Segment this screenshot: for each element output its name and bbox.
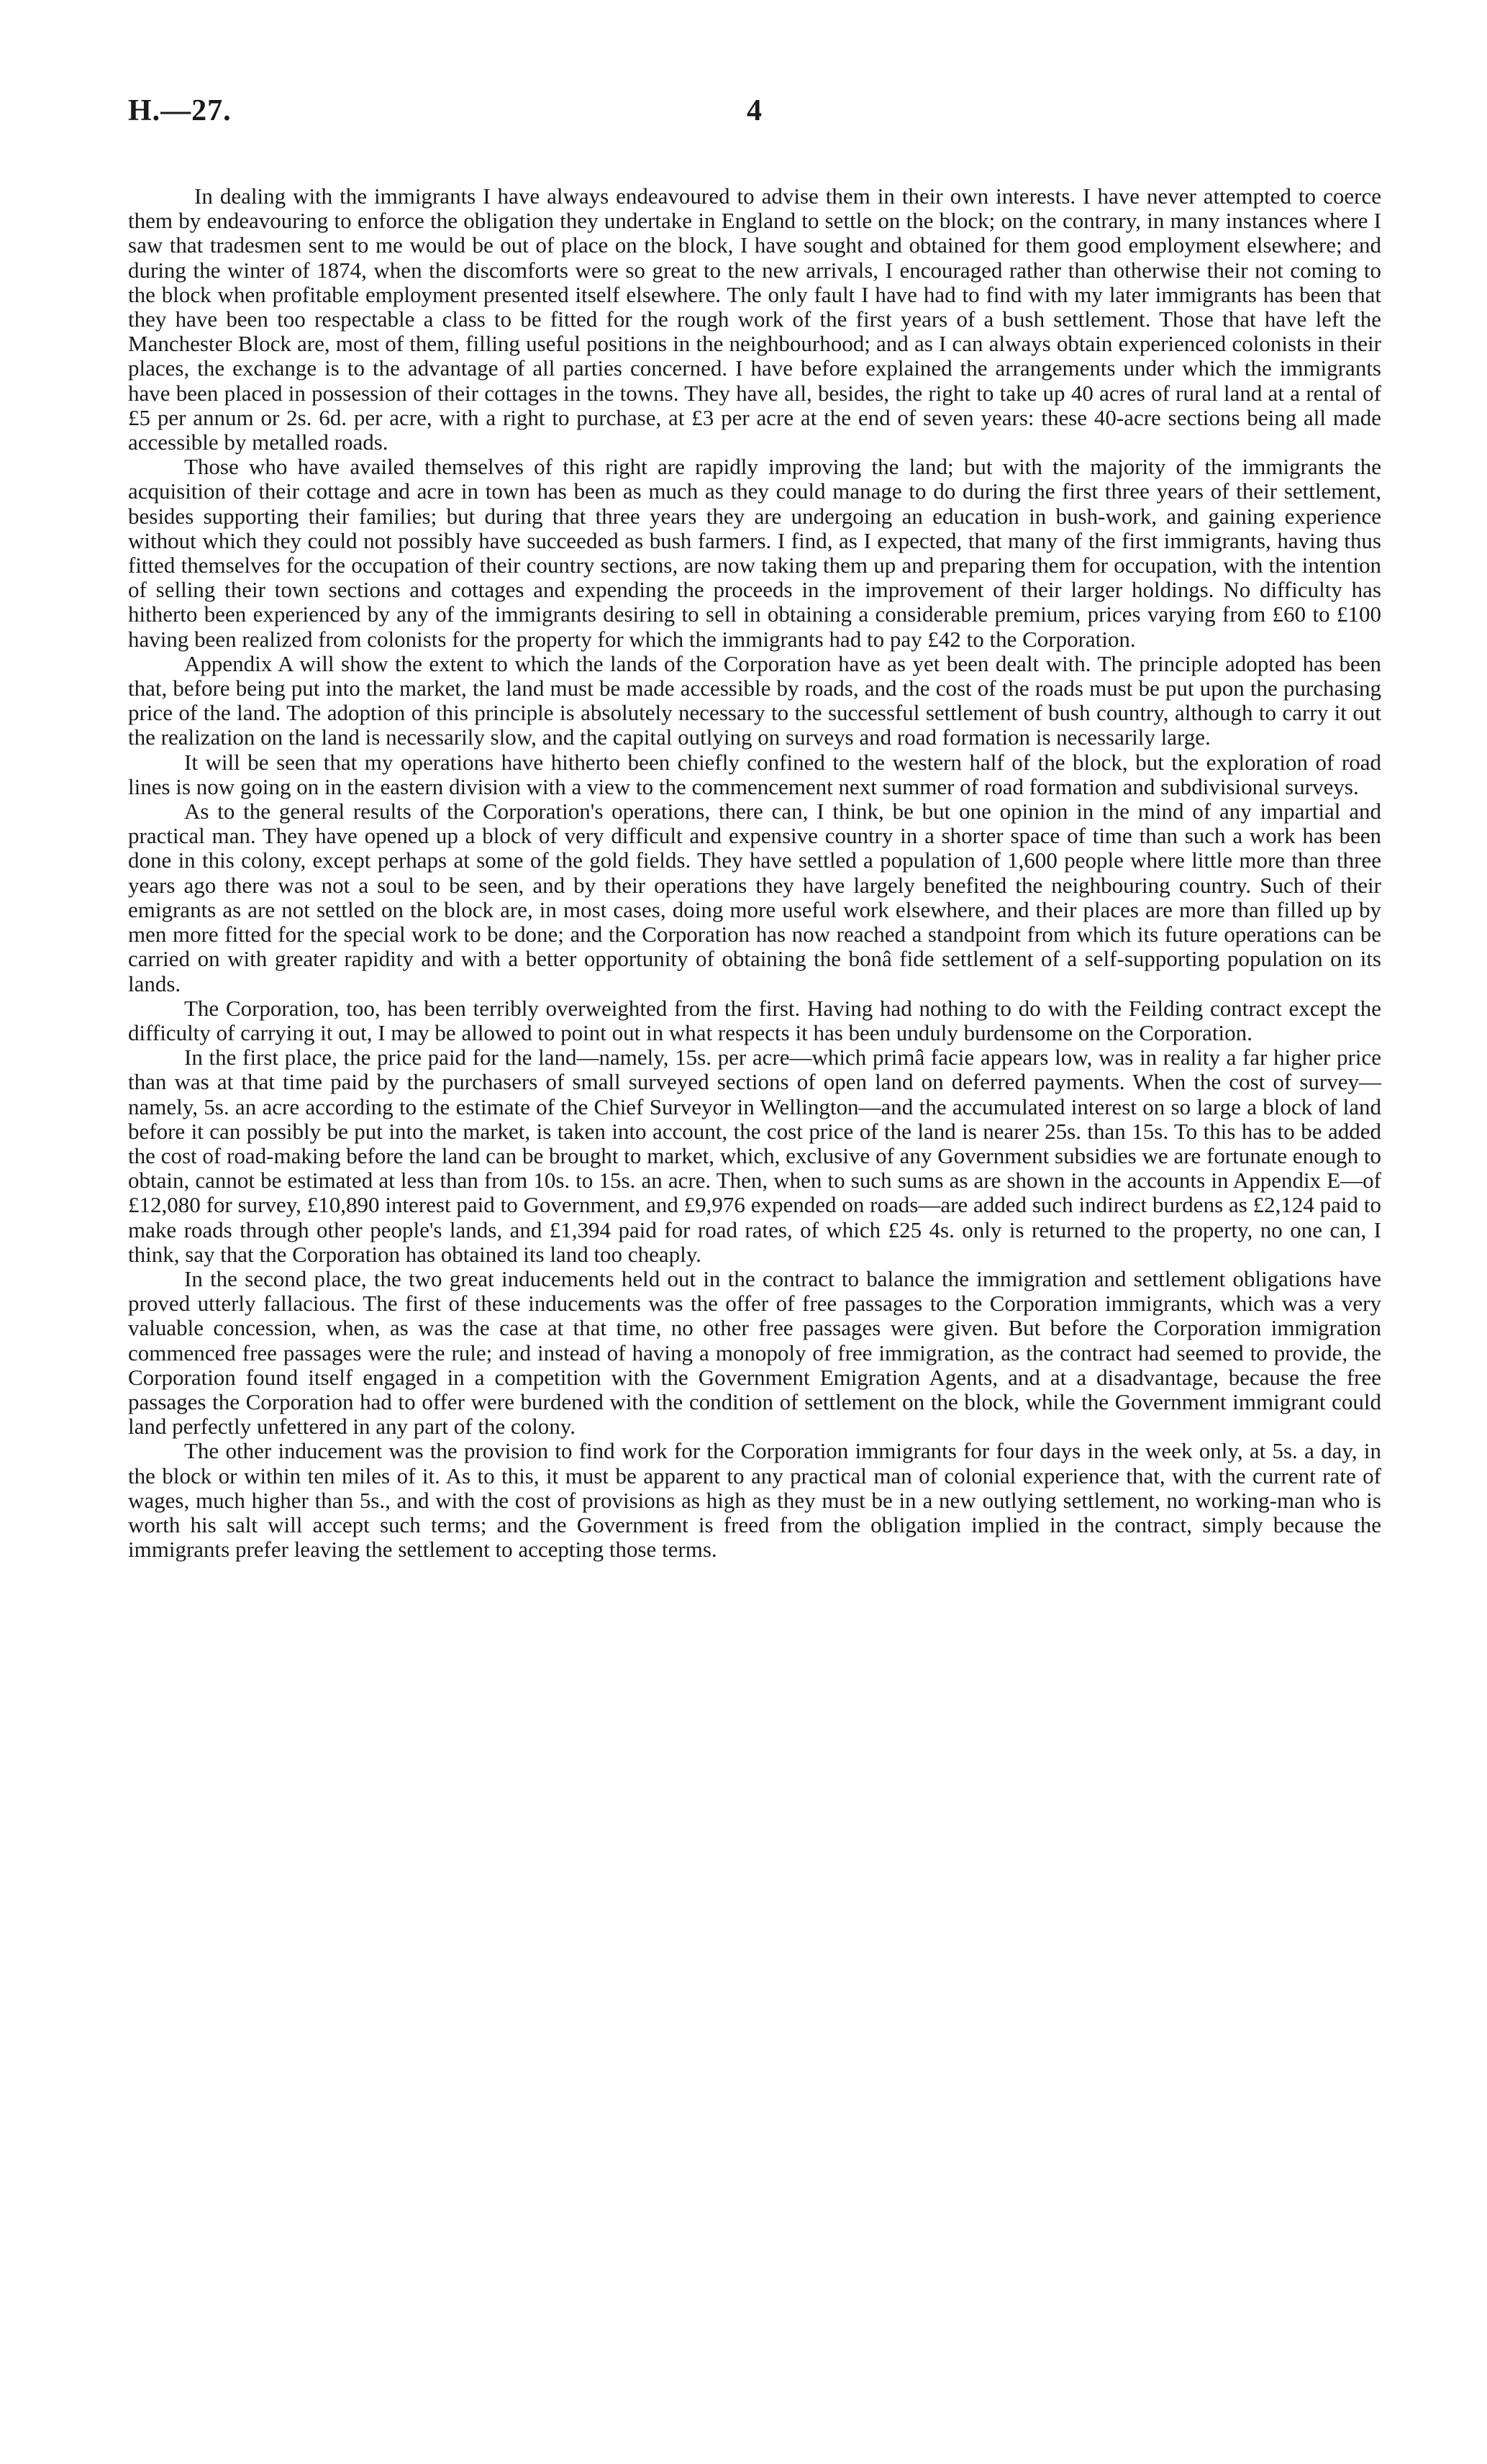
paragraph: In dealing with the immigrants I have always endeavoured to advise them in their own interests. I have never attempted to coerce them by endeavouring to enforce the obligation they undertake in England to settle on the block; on the contrary, in many instances where I saw that tradesmen sent to me would be out of place on the block, I have sought and obtained for them good employment elsewhere; and during the winter of 1874, when the discomforts were so great to the new arrivals, I encouraged rather than otherwise their not coming to the block when profitable employment presented itself elsewhere. The only fault I have had to find with my later immigrants has been that they have been too respectable a class to be fitted for the rough work of the first years of a bush settlement. Those that have left the Manchester Block are, most of them, filling useful positions in the neighbourhood; and as I can always obtain experienced colonists in their places, the exchange is to the advantage of all parties concerned. I have before explained the arrangements under which the immigrants have been placed in possession of their cottages in the towns. They have all, besides, the right to take up 40 acres of rural land at a rental of £5 per annum or 2s. 6d. per acre, with a right to purchase, at £3 per acre at the end of seven years: these 40-acre sections being all made accessible by metalled roads. (128, 183, 1381, 455)
paragraph: Appendix A will show the extent to which the lands of the Corporation have as yet been dealt with. The principle adopted has been that, before being put into the market, the land must be made accessible by roads, and the cost of the roads must be put upon the purchasing price of the land. The adoption of this principle is absolutely necessary to the successful settlement of bush country, although to carry it out the realization on the land is necessarily slow, and the capital outlying on surveys and road formation is necessarily large. (128, 650, 1381, 750)
paragraph: The Corporation, too, has been terribly overweighted from the first. Having had nothing to do with the Feilding contract except the difficulty of carrying it out, I may be allowed to point out in what respects it has been unduly burdensome on the Corporation. (128, 995, 1381, 1045)
paragraph: As to the general results of the Corporation's operations, there can, I think, be but one opinion in the mind of any impartial and practical man. They have opened up a block of very difficult and expensive country in a shorter space of time than such a work has been done in this colony, except perhaps at some of the gold fields. They have settled a population of 1,600 people where little more than three years ago there was not a soul to be seen, and by their operations they have largely benefited the neighbouring country. Such of their emigrants as are not settled on the block are, in most cases, doing more useful work elsewhere, and their places are more than filled up by men more fitted for the special work to be done; and the Corporation has now reached a standpoint from which its future operations can be carried on with greater rapidity and with a better opportunity of obtaining the bonâ fide settlement of a self-supporting population on its lands. (128, 799, 1381, 996)
paragraph: It will be seen that my operations have hitherto been chiefly confined to the western half of the block, but the exploration of road lines is now going on in the eastern division with a view to the commencement next summer of road formation and subdivisional surveys. (128, 749, 1381, 799)
paragraph: The other inducement was the provision to find work for the Corporation immigrants for four days in the week only, at 5s. a day, in the block or within ten miles of it. As to this, it must be apparent to any practical man of colonial experience that, with the current rate of wages, much higher than 5s., and with the cost of provisions as high as they must be in a new outlying settlement, no working-man who is worth his salt will accept such terms; and the Government is freed from the obligation implied in the contract, simply because the immigrants prefer leaving the settlement to accepting those terms. (128, 1438, 1381, 1563)
paragraph: Those who have availed themselves of this right are rapidly improving the land; but with the majority of the immigrants the acquisition of their cottage and acre in town has been as much as they could manage to do during the first three years of their settlement, besides supporting their families; but during that three years they are undergoing an education in bush-work, and gaining experience without which they could not possibly have succeeded as bush farmers. I find, as I expected, that many of the first immigrants, having thus fitted themselves for the occupation of their country sections, are now taking them up and preparing them for occupation, with the intention of selling their town sections and cottages and expending the proceeds in the improvement of their larger holdings. No difficulty has hitherto been experienced by any of the immigrants desiring to sell in obtaining a considerable premium, prices varying from £60 to £100 having been realized from colonists for the property for which the immigrants had to pay £42 to the Corporation. (128, 454, 1381, 652)
document-reference: H.—27. (128, 94, 232, 127)
paragraph: In the first place, the price paid for the land—namely, 15s. per acre—which primâ facie appears low, was in reality a far higher price than was at that time paid by the purchasers of small surveyed sections of open land on deferred payments. When the cost of survey—namely, 5s. an acre according to the estimate of the Chief Surveyor in Wellington—and the accumulated interest on so large a block of land before it can possibly be put into the market, is taken into account, the cost price of the land is nearer 25s. than 15s. To this has to be added the cost of road-making before the land can be brought to market, which, exclusive of any Government subsidies we are fortunate enough to obtain, cannot be estimated at less than from 10s. to 15s. an acre. Then, when to such sums as are shown in the accounts in Appendix E—of £12,080 for survey, £10,890 interest paid to Government, and £9,976 expended on roads—are added such indirect burdens as £2,124 paid to make roads through other people's lands, and £1,394 paid for road rates, of which £25 4s. only is returned to the property, no one can, I think, say that the Corporation has obtained its land too cheaply. (128, 1045, 1381, 1267)
page-header (128, 94, 1359, 137)
body-text (128, 184, 1381, 1562)
paragraph: In the second place, the two great inducements held out in the contract to balance the immigration and settlement obligations have proved utterly fallacious. The first of these inducements was the offer of free passages to the Corporation immigrants, which was a very valuable concession, when, as was the case at that time, no other free passages were given. But before the Corporation immigration commenced free passages were the rule; and instead of having a monopoly of free immigration, as the contract had seemed to provide, the Corporation found itself engaged in a competition with the Government Emigration Agents, and at a disadvantage, because the free passages the Corporation had to offer were burdened with the condition of settlement on the block, while the Government immigrant could land perfectly unfettered in any part of the colony. (128, 1265, 1381, 1440)
page-number: 4 (747, 94, 762, 127)
